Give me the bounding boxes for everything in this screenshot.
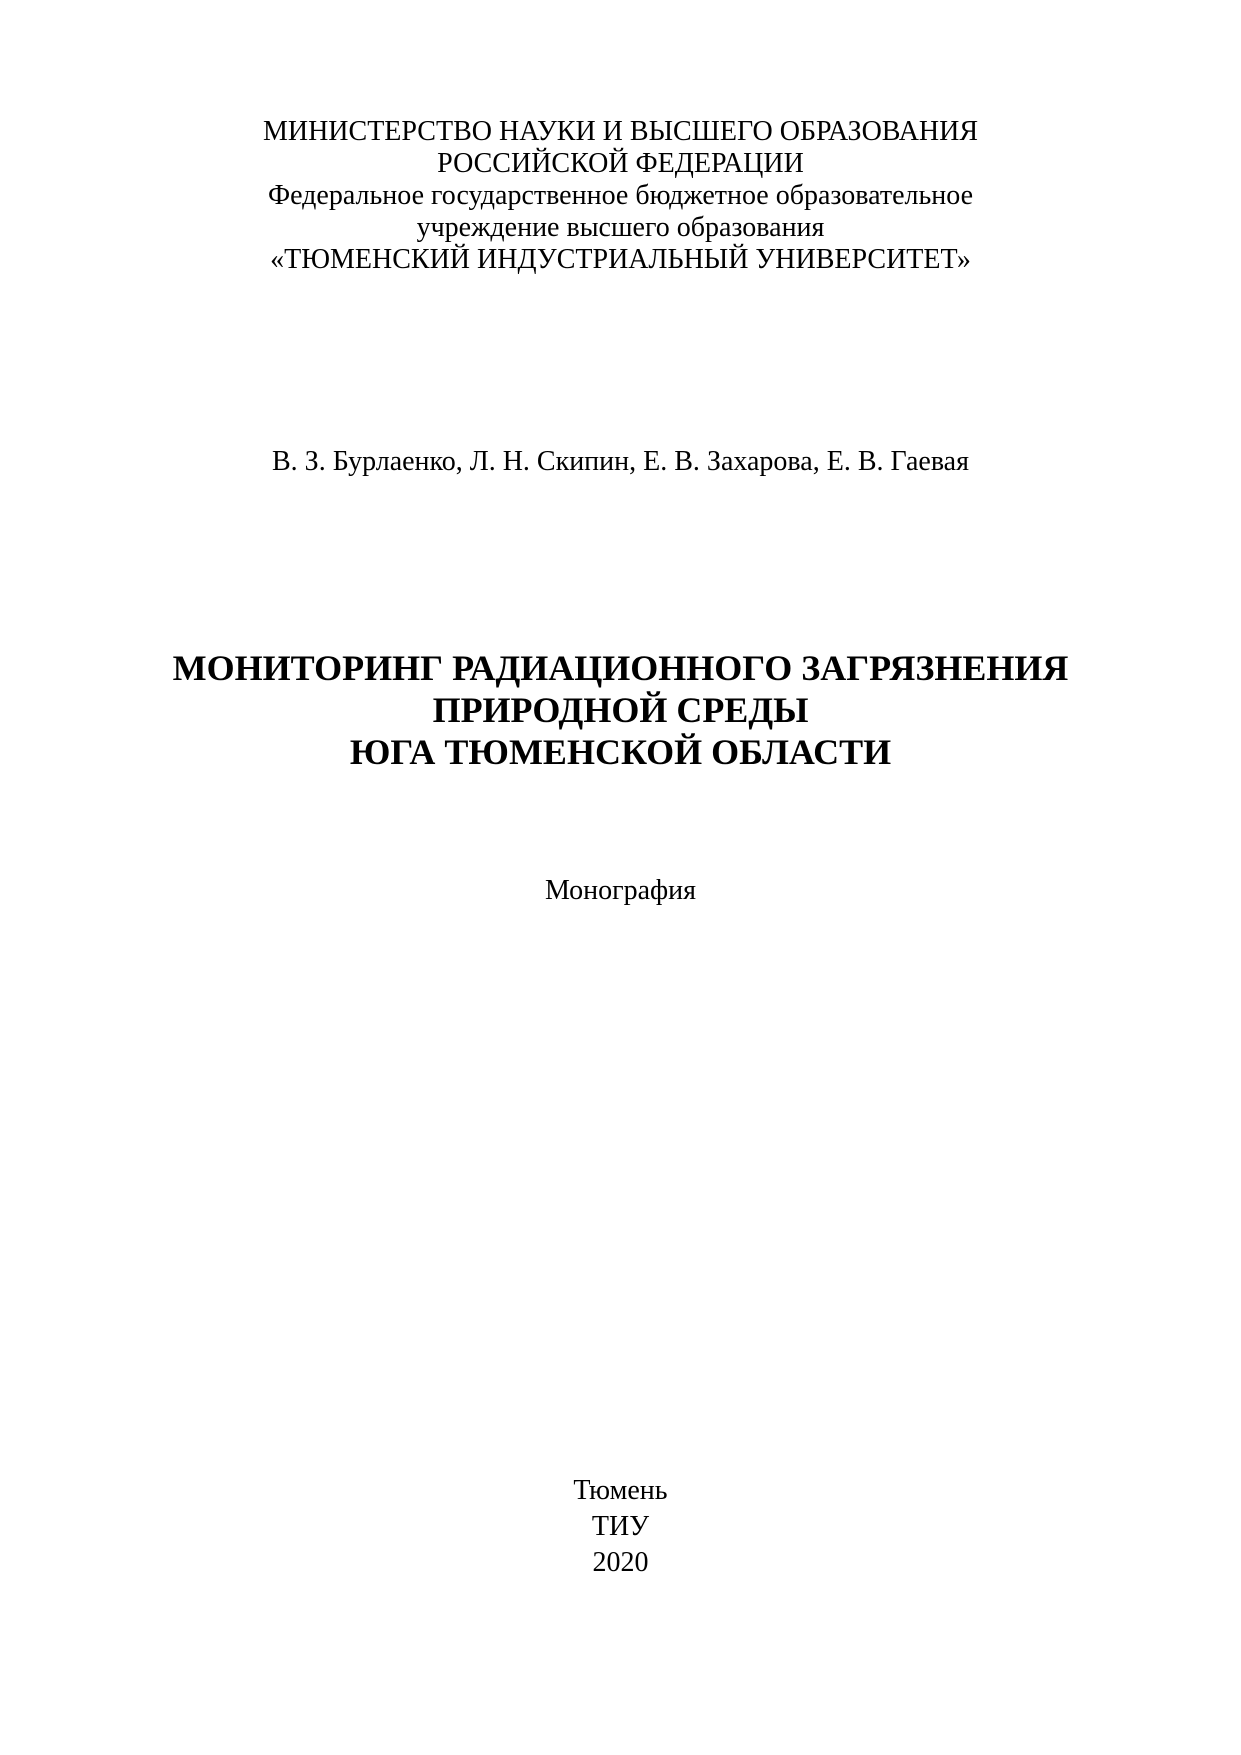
- authors-list: В. З. Бурлаенко, Л. Н. Скипин, Е. В. Захарова, Е. В. Гаевая: [272, 446, 969, 477]
- imprint: [0, 1473, 1241, 1581]
- ministry-line-2: РОССИЙСКОЙ ФЕДЕРАЦИИ: [437, 148, 804, 179]
- ministry-line-1: МИНИСТЕРСТВО НАУКИ И ВЫСШЕГО ОБРАЗОВАНИЯ: [262, 116, 979, 147]
- book-title: [0, 647, 1241, 773]
- title-line-2: ПРИРОДНОЙ СРЕДЫ: [432, 690, 809, 730]
- authors: [0, 446, 1241, 478]
- title-line-1: МОНИТОРИНГ РАДИАЦИОННОГО ЗАГРЯЗНЕНИЯ: [172, 648, 1069, 688]
- imprint-year: 2020: [592, 1547, 649, 1578]
- genre-label: Монография: [544, 875, 697, 906]
- genre: [0, 875, 1241, 907]
- institution-type-line-2: учреждение высшего образования: [416, 212, 825, 243]
- institution-type-line-1: Федеральное государственное бюджетное образовательное: [267, 180, 974, 211]
- university-name: «ТЮМЕНСКИЙ ИНДУСТРИАЛЬНЫЙ УНИВЕРСИТЕТ»: [270, 244, 971, 275]
- imprint-city: Тюмень: [573, 1475, 668, 1506]
- title-line-3: ЮГА ТЮМЕНСКОЙ ОБЛАСТИ: [349, 732, 892, 772]
- imprint-publisher: ТИУ: [591, 1511, 650, 1542]
- institution-header: [0, 116, 1241, 276]
